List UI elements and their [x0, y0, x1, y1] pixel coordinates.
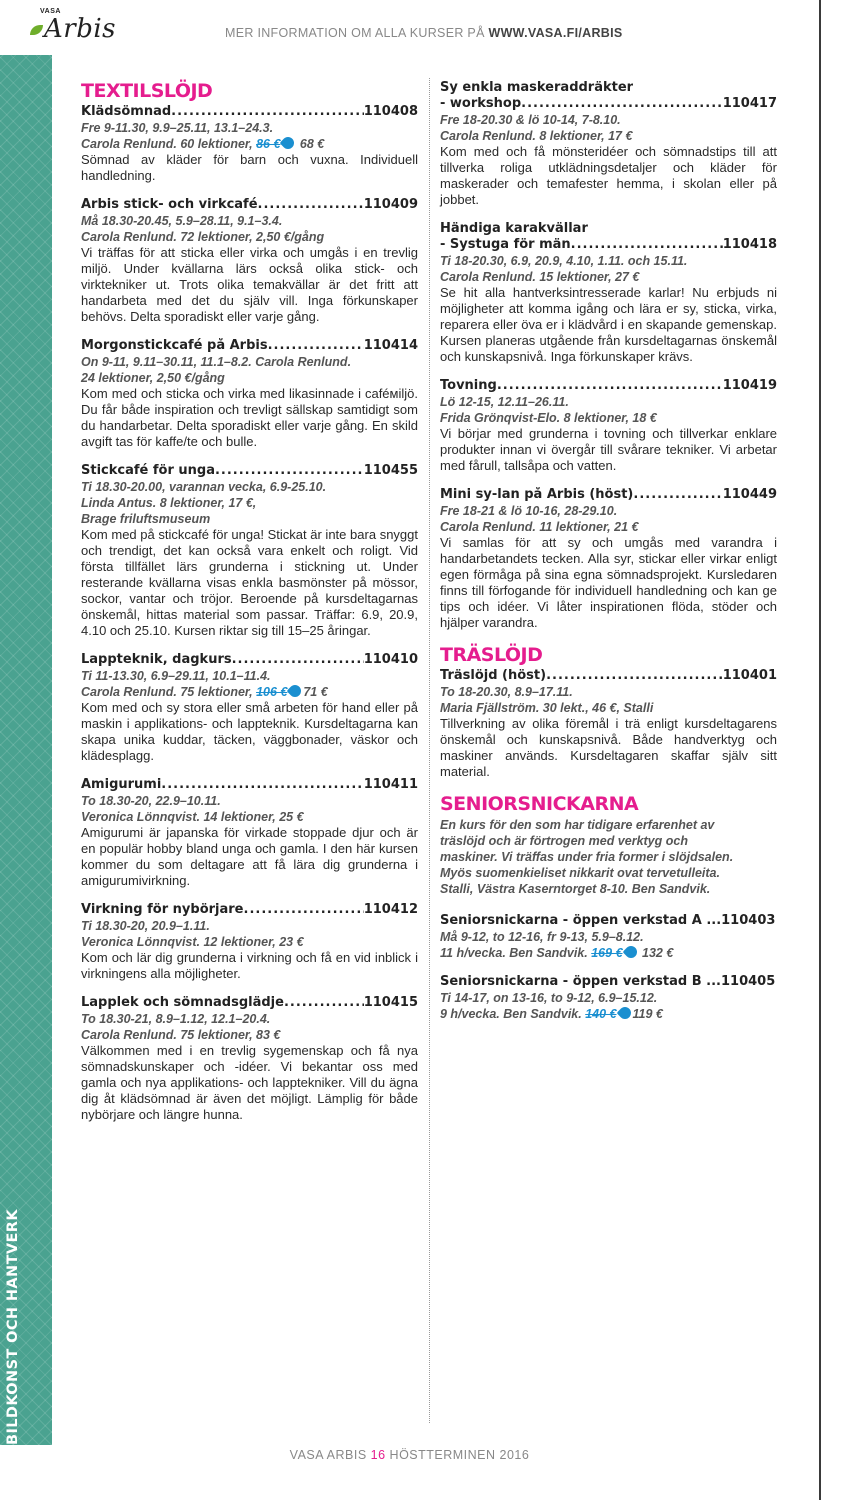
course-description: Vi samlas för att sy och umgås med varandra i handarbetandets tecken. Alla syr, stickar eller virkar enligt egen förmåga på sina egna sömnadsprojekt. Kursledaren finns till förfogande för individuell handledning och kan ge tips och idéer. Vi låter inspirationen flöda, stöder och hjälper varandra. [440, 535, 777, 630]
course-name: Seniorsnickarna - öppen verkstad B ... [440, 974, 721, 989]
course-title [81, 338, 418, 354]
header-info [225, 26, 623, 40]
course-code: 110449 [722, 487, 777, 502]
course-title [440, 974, 777, 990]
page-header [0, 0, 819, 55]
teacher-lessons: Carola Renlund. 60 lektioner, [81, 137, 257, 151]
old-price: 106 € [256, 685, 288, 699]
course-code: 110412 [363, 902, 418, 917]
old-price: 140 € [585, 1007, 617, 1021]
course-schedule: Fre 9-11.30, 9.9–25.11, 13.1–24.3. [81, 121, 274, 135]
course-name: Lapplek och sömnadsglädje [81, 995, 284, 1010]
course-name-line1: Sy enkla maskeraddräkter [440, 80, 634, 95]
course-schedule: Lö 12-15, 12.11–26.11. [440, 395, 569, 409]
page-border [819, 0, 821, 1500]
course-110409 [81, 197, 418, 325]
course-description: Kom och lär dig grunderna i virkning och få en vid inblick i virkningens alla möjligheter. [81, 950, 418, 981]
course-110412 [81, 902, 418, 982]
course-name: Träslöjd (höst) [440, 668, 547, 683]
course-description: Amigurumi är japanska för virkade stoppade djur och är en populär hobby bland unga och gamla. I den här kursen kommer du som deltagare att få lära dig grunderna i amigurumivirkning. [81, 825, 418, 888]
course-110411 [81, 777, 418, 889]
course-name: Lappteknik, dagkurs [81, 652, 232, 667]
new-price: 119 € [632, 1007, 663, 1021]
course-schedule: Fre 18-21 & lö 10-16, 28-29.10. [440, 504, 618, 518]
course-name: Seniorsnickarna - öppen verkstad A ... [440, 913, 722, 928]
course-name: Morgonstickcafé på Arbis [81, 338, 268, 353]
section-title-textilslojd: TEXTILSLÖJD [81, 80, 213, 102]
leader-dots [284, 995, 364, 1011]
course-schedule: Ti 11-13.30, 6.9–29.11, 10.1–11.4. [81, 669, 271, 683]
course-schedule: To 18.30-20, 22.9–10.11. [81, 794, 221, 808]
course-title [440, 487, 777, 503]
teacher-hours: 9 h/vecka. Ben Sandvik. [440, 1007, 586, 1021]
course-110419 [440, 378, 777, 474]
course-teacher-price: Veronica Lönnqvist. 14 lektioner, 25 € [81, 810, 304, 824]
course-description: Kom med och sticka och virka med likasinnade i caféмiljö. Du får både inspiration och trevligt sällskap samtidigt som du handarbetar. Delta sporadiskt eller varje gång. En skild avgift tas för kaffe/te och bulle. [81, 386, 418, 449]
course-description: Sömnad av kläder för barn och vuxna. Individuell handledning. [81, 152, 418, 183]
course-description: Kom med och sy stora eller små arbeten för hand eller på maskin i applikations- och lappteknik. Kursdeltagarna kan skapa unika kuddar, täcken, väggbonader, väskor och klädesplagg. [81, 700, 418, 763]
course-title [440, 237, 777, 253]
course-teacher-price: Carola Renlund. 15 lektioner, 27 € [440, 270, 640, 284]
new-price: 71 € [303, 685, 328, 699]
teacher-hours: 11 h/vecka. Ben Sandvik. [440, 946, 592, 960]
page-number: 16 [370, 1448, 386, 1462]
course-title [81, 463, 418, 479]
course-110455 [81, 463, 418, 639]
leader-dots [244, 902, 364, 918]
course-code: 110408 [363, 104, 418, 119]
course-name: - Systuga för män [440, 237, 571, 252]
course-description: Välkommen med i en trevlig sygemenskap och få nya sömnadskunskaper och -idéer. Vi bekantar oss med gamla och nya applikations- och lapptekniker. Vill du ägna dig åt klädsömnad är även det möjligt. Lämplig för både nybörjare och längre hunna. [81, 1043, 418, 1122]
course-schedule: To 18.30-21, 8.9–1.12, 12.1–20.4. [81, 1012, 271, 1026]
header-info-link[interactable]: WWW.VASA.FI/ARBIS [488, 26, 623, 40]
course-teacher-price [81, 684, 418, 700]
course-code: 110418 [722, 237, 777, 252]
course-teacher-price: 24 lektioner, 2,50 €/gång [81, 371, 225, 385]
course-110408 [81, 104, 418, 184]
course-teacher-price: Frida Grönqvist-Elo. 8 lektioner, 18 € [440, 411, 657, 425]
course-name: - workshop [440, 96, 522, 111]
new-price: 68 € [296, 137, 325, 151]
course-schedule: Fre 18-20.30 & lö 10-14, 7-8.10. [440, 113, 621, 127]
course-110449 [440, 487, 777, 631]
course-name: Mini sy-lan på Arbis (höst) [440, 487, 634, 502]
price-tag-icon [616, 1005, 633, 1022]
course-name: Stickcafé för unga [81, 463, 215, 478]
course-name-line1: Händiga karakvällar [440, 221, 588, 236]
price-tag-icon [280, 135, 297, 152]
course-teacher-price: Carola Renlund. 11 lektioner, 21 € [440, 520, 639, 534]
leader-dots [546, 668, 723, 684]
section-title-seniorsnickarna: SENIORSNICKARNA [440, 793, 639, 815]
course-teacher-price: Carola Renlund. 75 lektioner, 83 € [81, 1028, 281, 1042]
leader-dots [161, 777, 363, 793]
course-schedule: Ti 18-20.30, 6.9, 20.9, 4.10, 1.11. och 15.11. [440, 254, 688, 268]
leader-dots [215, 463, 364, 479]
left-column [81, 80, 418, 1136]
course-code: 110409 [363, 197, 418, 212]
course-title [81, 777, 418, 793]
course-name: Virkning för nybörjare [81, 902, 244, 917]
course-name: Klädsömnad [81, 104, 172, 119]
course-code: 110401 [722, 668, 777, 683]
course-title [440, 96, 777, 112]
new-price: 132 € [638, 946, 674, 960]
course-teacher-price [81, 136, 418, 152]
leader-dots [633, 487, 722, 503]
course-teacher-price [440, 1006, 777, 1022]
course-description: Vi träffas för att sticka eller virka och umgås i en trevlig miljö. Under kvällarna lärs också olika stick- och virktekniker ut. Trots olika temakvällar är det fritt att handarbeta med det du själv vill. Inga förkunskaper behövs. Delta sporadiskt eller varje gång. [81, 245, 418, 324]
course-title [81, 104, 418, 120]
course-schedule: Ti 18.30-20.00, varannan vecka, 6.9-25.10. [81, 480, 327, 494]
section-title-traslojd: TRÄSLÖJD [440, 644, 543, 666]
course-110417 [440, 80, 777, 208]
course-schedule: Må 9-12, to 12-16, fr 9-13, 5.9–8.12. [440, 930, 644, 944]
course-title [81, 902, 418, 918]
course-teacher-price: Maria Fjällström. 30 lekt., 46 €, Stalli [440, 701, 654, 715]
course-description: Tillverkning av olika föremål i trä enligt kursdeltagarens önskemål och kunskapsnivå. Både handverktyg och maskiner används. Kursdeltagaren skaffar själv sitt material. [440, 716, 777, 779]
course-description: Se hit alla hantverksintresserade karlar! Nu erbjuds ni möjligheter att komma igång och lära er sy, sticka, virka, reparera eller öva er i klädvård i en skapande gemenskap. Kursen planeras utgående från kursdeltagarnas önskemål och kunskapsnivå. Inga förkunskaper krävs. [440, 285, 777, 364]
course-title [81, 652, 418, 668]
course-110414 [81, 338, 418, 450]
course-code: 110417 [722, 96, 777, 111]
logo-vasa-text: VASA [40, 8, 61, 15]
leader-dots [258, 197, 364, 213]
old-price: 86 € [256, 137, 281, 151]
course-teacher-price [440, 945, 777, 961]
teacher-lessons: Carola Renlund. 75 lektioner, [81, 685, 257, 699]
price-tag-icon [287, 683, 304, 700]
header-info-prefix: MER INFORMATION OM ALLA KURSER PÅ [225, 26, 489, 40]
course-110418 [440, 221, 777, 365]
course-title [81, 197, 418, 213]
column-divider [429, 78, 430, 1423]
course-code: 110411 [363, 777, 418, 792]
course-title [440, 913, 777, 929]
course-title [81, 995, 418, 1011]
course-schedule: Ti 18.30-20, 20.9–1.11. [81, 919, 210, 933]
page-footer [0, 1448, 819, 1462]
leaf-icon [30, 25, 43, 35]
course-title [440, 378, 777, 394]
leader-dots [571, 237, 723, 253]
leader-dots [171, 104, 364, 120]
sidebar-label: BILDKONST OCH HANTVERK [5, 1208, 21, 1445]
course-name: Tovning [440, 378, 497, 393]
course-110415 [81, 995, 418, 1123]
course-location: Brage friluftsmuseum [81, 512, 211, 526]
right-column [440, 80, 777, 1035]
course-code: 110455 [363, 463, 418, 478]
footer-right: HÖSTTERMINEN 2016 [385, 1448, 530, 1462]
course-title [440, 668, 777, 684]
arbis-logo [30, 8, 117, 44]
course-schedule: To 18-20.30, 8.9–17.11. [440, 685, 573, 699]
course-name: Arbis stick- och virkcafé [81, 197, 258, 212]
old-price: 169 € [591, 946, 623, 960]
course-teacher-price: Carola Renlund. 8 lektioner, 17 € [440, 129, 633, 143]
section-intro: En kurs för den som har tidigare erfarenhet av träslöjd och är förtrogen med verktyg och maskiner. Vi träffas under fria former i slöjdsalen. Myös suomenkieliset nikkarit ovat tervetulleita. Stalli, Västra Kaserntorget 8-10. Ben Sandvik. [440, 818, 734, 896]
course-description: Kom med på stickcafé för unga! Stickat är inte bara snyggt och trendigt, det kan också vara enkelt och roligt. Vid första tillfället lärs grunderna i stickning ut. Under resterande kvällarna visas enkla basmönster på mössor, sockor, vantar och tröjor. Beroende på kursdeltagarnas önskemål, hittas material som passar. Träffar: 6.9, 20.9, 4.10 och 25.10. Kursen riktar sig till 15–25 åringar. [81, 527, 418, 638]
course-code: 110403 [721, 913, 776, 928]
logo-text: Arbis [44, 14, 117, 44]
leader-dots [497, 378, 723, 394]
course-schedule: On 9-11, 9.11–30.11, 11.1–8.2. Carola Renlund. [81, 355, 352, 369]
course-code: 110415 [363, 995, 418, 1010]
course-name: Amigurumi [81, 777, 162, 792]
course-teacher-price: Veronica Lönnqvist. 12 lektioner, 23 € [81, 935, 304, 949]
course-110405 [440, 974, 777, 1022]
course-110410 [81, 652, 418, 764]
course-teacher-price: Linda Antus. 8 lektioner, 17 €, [81, 496, 257, 510]
course-description: Vi börjar med grunderna i tovning och tillverkar enklare produkter innan vi övergår till svårare tekniker. Vi arbetar med fårull, tallsåpa och vatten. [440, 426, 777, 473]
course-description: Kom med och få mönsteridéer och sömnadstips till att tillverka roliga utklädningsdetaljer och kläder för maskerader och temafester hemma, i skolan eller på jobbet. [440, 144, 777, 207]
course-110401 [440, 668, 777, 780]
course-code: 110410 [363, 652, 418, 667]
leader-dots [521, 96, 723, 112]
course-code: 110419 [722, 378, 777, 393]
course-110403 [440, 913, 777, 961]
course-code: 110405 [721, 974, 776, 989]
course-schedule: Må 18.30-20.45, 5.9–28.11, 9.1–3.4. [81, 214, 283, 228]
course-teacher-price: Carola Renlund. 72 lektioner, 2,50 €/gång [81, 230, 325, 244]
price-tag-icon [622, 944, 639, 961]
footer-left: VASA ARBIS [289, 1448, 371, 1462]
leader-dots [268, 338, 364, 354]
leader-dots [232, 652, 364, 668]
course-code: 110414 [363, 338, 418, 353]
course-schedule: Ti 14-17, on 13-16, to 9-12, 6.9–15.12. [440, 991, 658, 1005]
